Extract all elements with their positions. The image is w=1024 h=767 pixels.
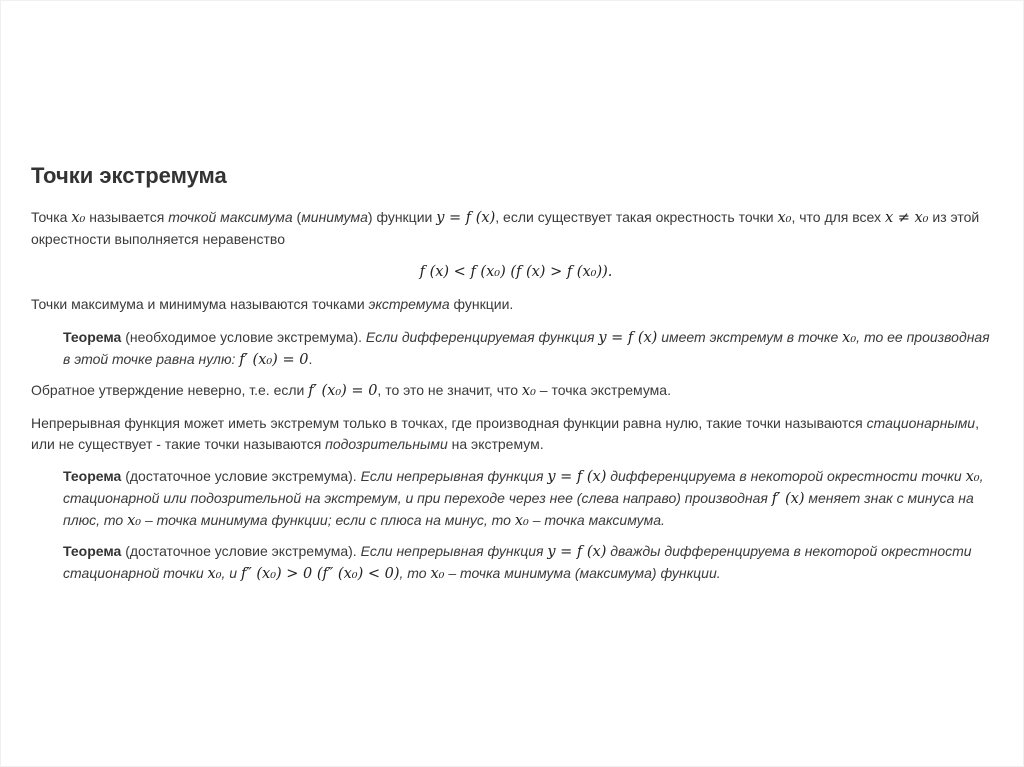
italic-text: стационарными (866, 415, 976, 431)
text: на экстремум. (447, 436, 544, 452)
italic-text: точкой максимума (168, 209, 293, 225)
math-formula: f′ (x₀) = 0 (239, 352, 309, 368)
text: Обратное утверждение неверно, т.е. если (31, 382, 309, 398)
text: ( (292, 209, 302, 225)
bold-term: Теорема (63, 468, 122, 484)
math-formula: y = f (x) (598, 330, 658, 346)
math-formula: f (x) < f (x₀) (f (x) > f (x₀)). (419, 264, 613, 280)
text: ) функции (367, 209, 437, 225)
paragraph (31, 261, 1001, 283)
italic-text: дифференцируема в некоторой окрестности точки (606, 468, 966, 484)
text: Точки максимума и минимума называются точками (31, 296, 369, 312)
math-formula: x₀ (207, 566, 222, 582)
math-formula: f′ (x) (771, 491, 805, 507)
text: . (308, 351, 313, 367)
italic-text: экстремума (368, 296, 450, 312)
italic-text: , то (399, 565, 431, 581)
paragraph (63, 327, 993, 371)
text: (необходимое условие экстремума). (121, 329, 366, 345)
text: , что для всех (791, 209, 885, 225)
math-formula: x ≠ x₀ (884, 210, 929, 226)
text: (достаточное условие экстремума). (121, 468, 361, 484)
text: функции. (449, 296, 514, 312)
paragraph (31, 413, 991, 455)
italic-text: меняет знак с минуса на плюс, то (63, 490, 974, 528)
italic-text: – точка минимума функции; если с плюса на минус, то (141, 512, 515, 528)
paragraph (63, 466, 993, 532)
text: из этой окрестности выполняется неравенство (31, 209, 980, 247)
math-formula: x₀ (430, 566, 445, 582)
italic-text: Если непрерывная функция (360, 543, 548, 559)
italic-text: – точка максимума. (528, 512, 665, 528)
math-formula: x₀ (514, 513, 529, 529)
math-formula: x₀ (127, 513, 142, 529)
italic-text: минимума (301, 209, 368, 225)
math-formula: y = f (x) (547, 544, 607, 560)
italic-text: , стационарной или подозрительной на экстремум, и при переходе через нее (слева направо) производная (63, 468, 984, 506)
math-formula: y = f (x) (547, 469, 607, 485)
page-title: Точки экстремума (31, 163, 227, 188)
paragraph (63, 541, 993, 585)
italic-text: подозрительными (325, 436, 448, 452)
math-formula: x₀ (842, 330, 857, 346)
math-formula: x₀ (521, 383, 536, 399)
text: , то это не значит, что (377, 382, 522, 398)
text: , или не существует - такие точки называются (31, 415, 979, 452)
text: Точка (31, 209, 72, 225)
paragraph (31, 380, 991, 402)
text: Непрерывная функция может иметь экстремум только в точках, где производная функции равна нулю, такие точки называются (31, 415, 867, 431)
italic-text: , то ее производная в этой точке равна нулю: (63, 329, 990, 367)
italic-text: дважды дифференцируема в некоторой окрестности стационарной точки (63, 543, 972, 581)
math-formula: x₀ (777, 210, 792, 226)
italic-text: Если непрерывная функция (360, 468, 548, 484)
italic-text: имеет экстремум в точке (657, 329, 843, 345)
italic-text: Если дифференцируемая функция (365, 329, 599, 345)
italic-text: – точка минимума (максимума) функции. (444, 565, 721, 581)
math-formula: y = f (x) (436, 210, 496, 226)
text: называется (85, 209, 169, 225)
bold-term: Теорема (63, 543, 122, 559)
text: (достаточное условие экстремума). (121, 543, 361, 559)
math-formula: f″ (x₀) > 0 (f″ (x₀) < 0) (240, 566, 400, 582)
paragraph (31, 294, 991, 315)
math-formula: f′ (x₀) = 0 (308, 383, 378, 399)
text: – точка экстремума. (535, 382, 671, 398)
math-formula: x₀ (965, 469, 980, 485)
bold-term: Теорема (63, 329, 122, 345)
italic-text: , и (221, 565, 241, 581)
math-formula: x₀ (71, 210, 86, 226)
text: , если существует такая окрестность точки (495, 209, 778, 225)
paragraph (31, 207, 991, 250)
